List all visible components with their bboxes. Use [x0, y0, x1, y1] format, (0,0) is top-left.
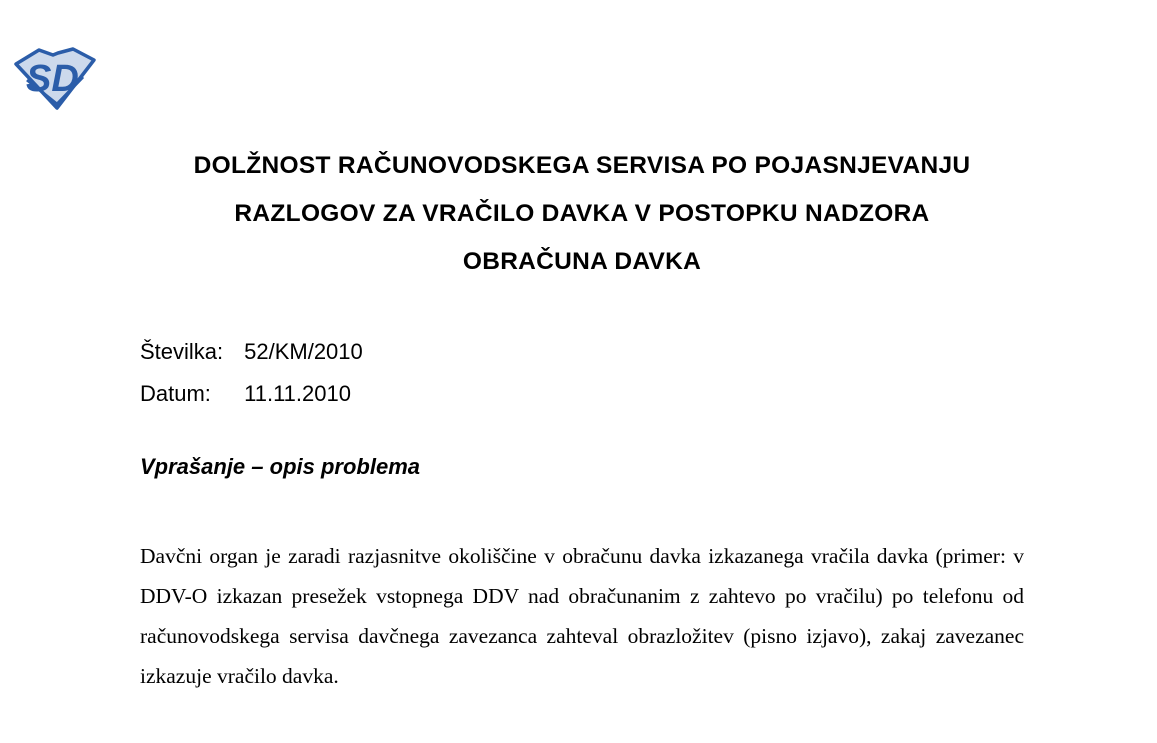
document-number-row: [140, 331, 363, 373]
body-paragraph: Davčni organ je zaradi razjasnitve okoliščine v obračunu davka izkazanega vračila davka (primer: v DDV-O izkazan presežek vstopnega DDV nad obračunanim z zahtevo po vračilu) po telefonu od računovodskega servisa davčnega zavezanca zahteval obrazložitev (pisno izjavo), zakaj zavezanec izkazuje vračilo davka.: [140, 544, 1024, 688]
date-value: 11.11.2010: [244, 381, 351, 406]
date-label: Datum:: [140, 381, 211, 406]
title-line-2: RAZLOGOV ZA VRAČILO DAVKA V POSTOPKU NADZORA: [234, 200, 930, 227]
document-date-row: [140, 373, 363, 415]
title-line-1: DOLŽNOST RAČUNOVODSKEGA SERVISA PO POJASNJEVANJU: [193, 152, 971, 179]
section-heading: Vprašanje – opis problema: [140, 454, 420, 479]
document-meta: [140, 331, 363, 415]
sd-logo: [13, 46, 97, 112]
number-label: Številka:: [140, 339, 224, 364]
sd-shield-icon: [13, 46, 97, 112]
title-line-3: OBRAČUNA DAVKA: [462, 248, 702, 275]
document-title: [140, 142, 1024, 286]
logo-letters: SD: [26, 58, 79, 100]
number-value: 52/KM/2010: [244, 339, 363, 364]
